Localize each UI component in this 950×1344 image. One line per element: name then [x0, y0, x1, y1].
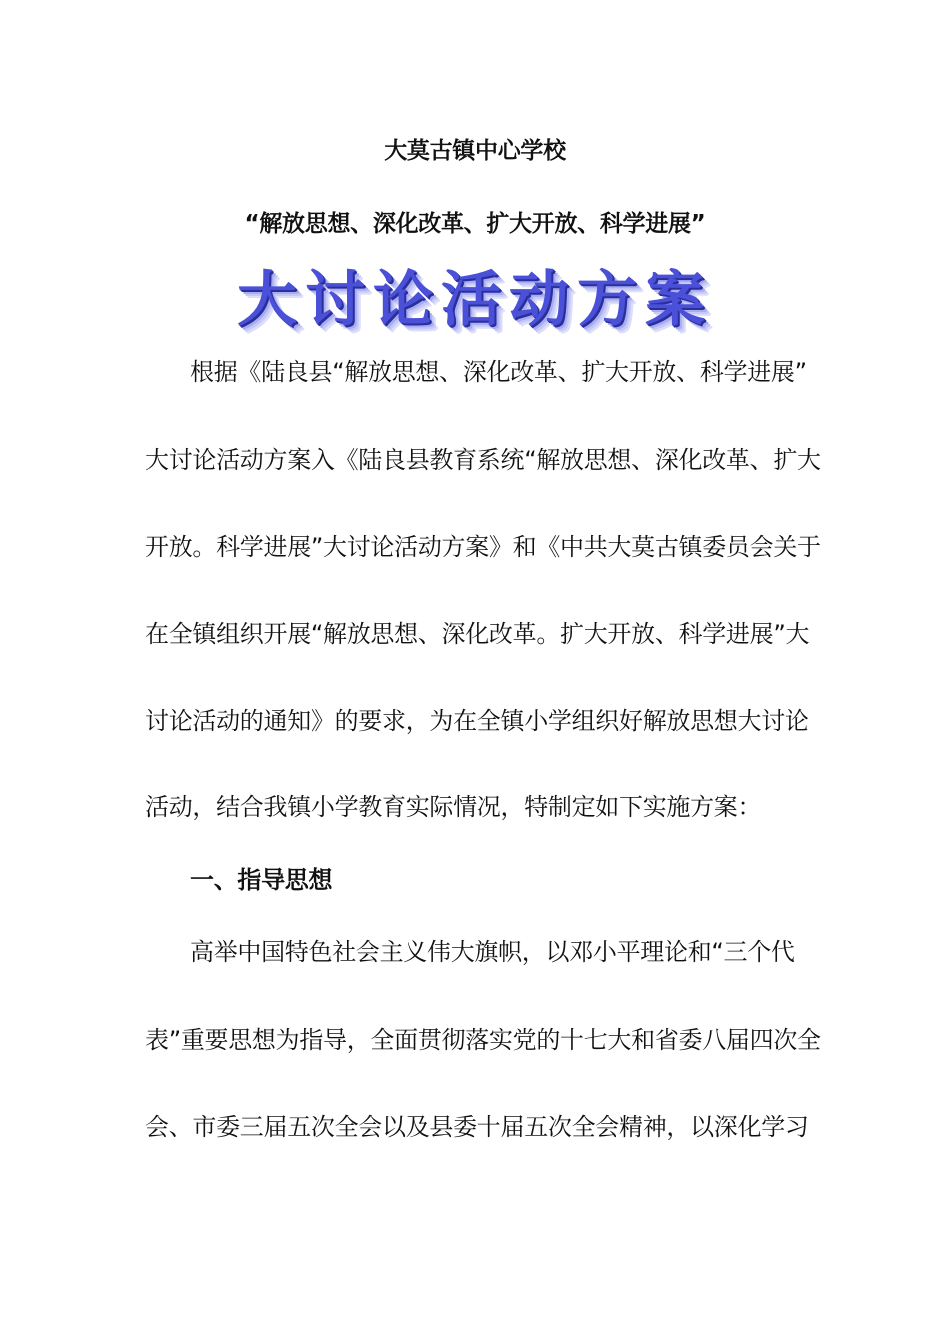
intro-line-3: 开放。科学进展”大讨论活动方案》和《中共大莫古镇委员会关于 [145, 533, 821, 561]
section-line-3: 会、市委三届五次全会以及县委十届五次全会精神，以深化学习 [145, 1113, 809, 1141]
section-heading: 一、指导思想 [190, 866, 333, 894]
intro-line-6: 活动，结合我镇小学教育实际情况，特制定如下实施方案： [145, 793, 762, 821]
section-line-1: 高举中国特色社会主义伟大旗帜，以邓小平理论和“三个代 [190, 938, 795, 966]
intro-line-5: 讨论活动的通知》的要求，为在全镇小学组织好解放思想大讨论 [145, 707, 809, 735]
intro-line-4: 在全镇组织开展“解放思想、深化改革。扩大开放、科学进展”大 [145, 620, 810, 648]
school-name: 大莫古镇中心学校 [384, 138, 566, 164]
document-subtitle: “解放思想、深化改革、扩大开放、科学进展” [244, 211, 706, 237]
section-line-2: 表”重要思想为指导，全面贯彻落实党的十七大和省委八届四次全 [145, 1026, 821, 1054]
intro-line-1: 根据《陆良县“解放思想、深化改革、扩大开放、科学进展” [190, 358, 807, 386]
intro-line-2: 大讨论活动方案入《陆良县教育系统“解放思想、深化改革、扩大 [145, 446, 821, 474]
document-title-wordart: 大讨论活动方案 [237, 265, 713, 335]
